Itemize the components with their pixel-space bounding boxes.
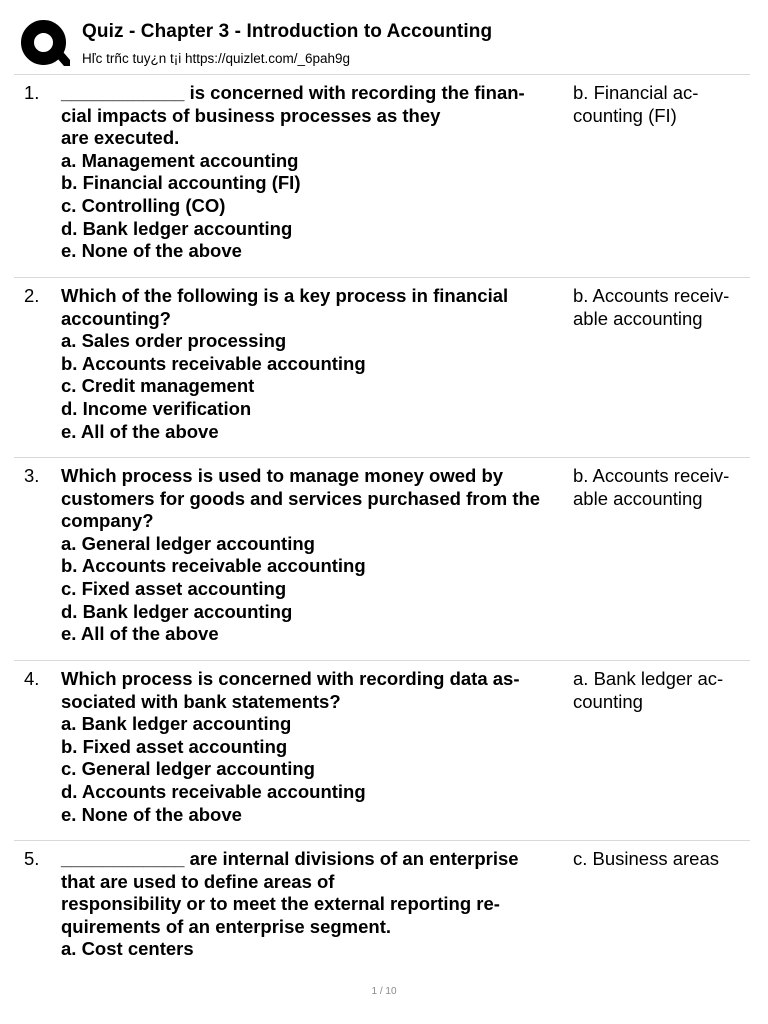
answer-line: c. Business areas — [573, 848, 720, 869]
question-line: ____________ is concerned with recording the finan- — [61, 82, 525, 103]
question-line: that are used to define areas of — [61, 870, 335, 892]
source-link-text: Hľc trñc tuy¿n t¡i https://quizlet.com/_6pah9g — [82, 51, 351, 66]
question-text — [61, 848, 571, 961]
answer-line: a. Bank ledger ac- — [573, 668, 724, 689]
question-text — [61, 668, 571, 826]
question-line: e. All of the above — [61, 623, 219, 645]
page-title: Quiz - Chapter 3 - Introduction to Accounting — [82, 21, 493, 42]
question-line: e. All of the above — [61, 420, 219, 442]
answer-line: b. Accounts receiv- — [573, 465, 730, 486]
question-number: 3. — [24, 465, 40, 486]
answer-line: able accounting — [573, 307, 703, 329]
question-line: a. Cost centers — [61, 938, 194, 960]
question-line: customers for goods and services purchased from the — [61, 487, 541, 509]
divider — [14, 840, 750, 841]
question-line: a. Sales order processing — [61, 330, 287, 352]
question-line: accounting? — [61, 307, 171, 329]
question-line: responsibility or to meet the external reporting re- — [61, 893, 500, 915]
answer-text — [573, 848, 753, 871]
answer-line: b. Accounts receiv- — [573, 285, 730, 306]
question-line: d. Accounts receivable accounting — [61, 780, 366, 802]
question-line: are executed. — [61, 127, 180, 149]
divider — [14, 277, 750, 278]
question-number: 5. — [24, 848, 40, 869]
answer-text — [573, 285, 753, 330]
answer-line: counting — [573, 690, 643, 712]
question-number: 2. — [24, 285, 40, 306]
divider — [14, 74, 750, 75]
question-line: cial impacts of business processes as they — [61, 104, 441, 126]
question-line: b. Fixed asset accounting — [61, 735, 288, 757]
question-line: a. Bank ledger accounting — [61, 713, 292, 735]
page-header — [0, 0, 768, 74]
question-line: d. Bank ledger accounting — [61, 600, 293, 622]
question-line: b. Accounts receivable accounting — [61, 555, 366, 577]
question-line: d. Bank ledger accounting — [61, 217, 293, 239]
question-line: c. General ledger accounting — [61, 758, 315, 780]
question-text — [61, 82, 571, 263]
question-number: 1. — [24, 82, 40, 103]
question-line: e. None of the above — [61, 240, 242, 262]
question-line: b. Financial accounting (FI) — [61, 172, 301, 194]
answer-line: b. Financial ac- — [573, 82, 699, 103]
question-line: ____________ are internal divisions of an enterprise — [61, 848, 519, 869]
question-line: Which of the following is a key process in financial — [61, 285, 509, 306]
answer-line: counting (FI) — [573, 104, 677, 126]
quizlet-logo-icon — [20, 19, 70, 69]
question-line: company? — [61, 510, 154, 532]
answer-text — [573, 82, 753, 127]
question-number: 4. — [24, 668, 40, 689]
question-text — [61, 285, 571, 443]
question-line: Which process is used to manage money owed by — [61, 465, 504, 486]
divider — [14, 660, 750, 661]
answer-line: able accounting — [573, 487, 703, 509]
question-line: quirements of an enterprise segment. — [61, 915, 392, 937]
divider — [14, 457, 750, 458]
answer-text — [573, 465, 753, 510]
question-line: a. General ledger accounting — [61, 532, 315, 554]
question-line: c. Credit management — [61, 375, 255, 397]
question-line: c. Controlling (CO) — [61, 194, 226, 216]
question-line: b. Accounts receivable accounting — [61, 352, 366, 374]
question-line: Which process is concerned with recording data as- — [61, 668, 520, 689]
question-line: a. Management accounting — [61, 149, 299, 171]
question-line: sociated with bank statements? — [61, 690, 341, 712]
question-line: d. Income verification — [61, 397, 252, 419]
question-line: c. Fixed asset accounting — [61, 577, 287, 599]
question-line: e. None of the above — [61, 803, 242, 825]
answer-text — [573, 668, 753, 713]
question-text — [61, 465, 571, 646]
page-number: 1 / 10 — [371, 986, 397, 997]
